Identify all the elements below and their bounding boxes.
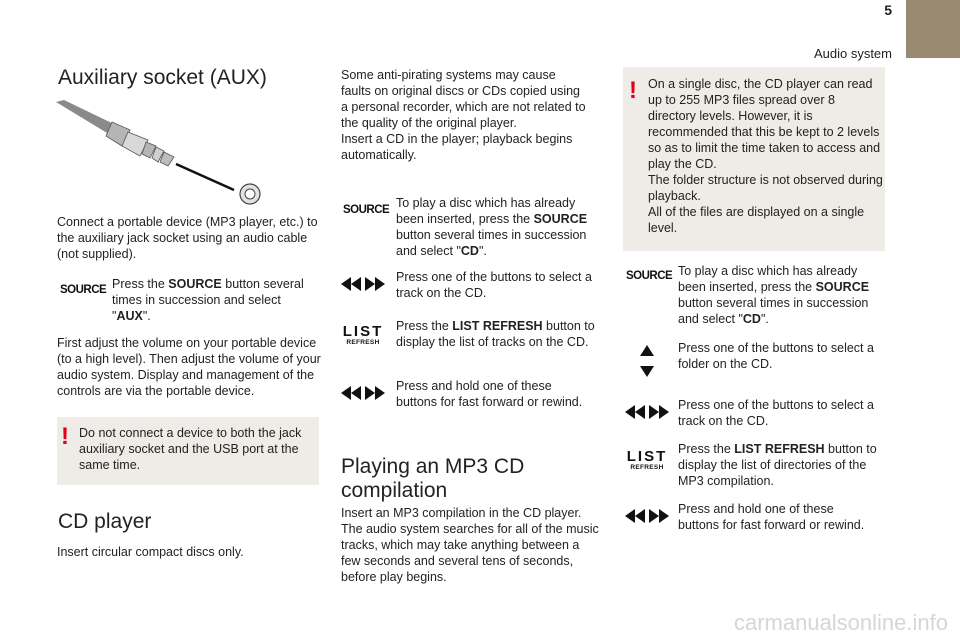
source-button-icon: SOURCE (60, 284, 107, 296)
warning-note-mp3 (623, 67, 885, 251)
warning-text-structure: The folder structure is not observed during playback. (648, 173, 883, 203)
warning-icon: ! (61, 423, 69, 450)
warning-text-aux: Do not connect a device to both the jack auxiliary socket and the USB port at the same time. (79, 426, 302, 472)
play-disc-text: To play a disc which has already been inserted, press the SOURCE button several times in succession and select "CD". (396, 196, 588, 258)
source-button-icon: SOURCE (626, 270, 673, 282)
fast-forward-rewind-icon (625, 509, 669, 523)
list-refresh-dirs-text: Press the LIST REFRESH button to display the list of directories of the MP3 compilation. (678, 442, 877, 488)
select-folder-text: Press one of the buttons to select a folder on the CD. (678, 341, 874, 371)
heading-aux: Auxiliary socket (AUX) (58, 66, 267, 89)
heading-cd: CD player (58, 510, 152, 533)
volume-text: First adjust the volume on your portable device (to a high level). Then adjust the volume of your audio system. Display and management of the controls are via the portable device. (57, 336, 321, 398)
play-disc-text: To play a disc which has already been inserted, press the SOURCE button several times in succession and select "CD". (678, 264, 870, 326)
page-tab (906, 0, 960, 58)
heading-mp3: Playing an MP3 CD compilation (341, 455, 525, 502)
source-button-icon: SOURCE (343, 204, 390, 216)
insert-cd-text: Insert a CD in the player; playback begins automatically. (341, 132, 573, 162)
press-source-aux-text: Press the SOURCE button several times in succession and select "AUX". (112, 277, 304, 323)
warning-text-mp3: On a single disc, the CD player can read up to 255 MP3 files spread over 8 directory levels. However, it is recommended that this be kept to 2 levels so as to limit the time taken to access and play the CD. (648, 77, 881, 171)
watermark: carmanualsonline.info (733, 610, 948, 635)
select-track-text: Press one of the buttons to select a track on the CD. (396, 270, 592, 300)
cd-text: Insert circular compact discs only. (57, 545, 244, 559)
list-refresh-button-icon: LIST REFRESH (626, 448, 668, 471)
warning-icon: ! (629, 77, 637, 104)
seek-buttons-icon (341, 277, 385, 291)
anti-pirating-text: Some anti-pirating systems may cause faults on original discs or CDs copied using a personal recorder, which are not related to the quality of the original player. (341, 68, 586, 130)
list-refresh-button-icon: LIST REFRESH (342, 323, 384, 346)
folder-up-down-icon (640, 345, 654, 377)
hold-buttons-text: Press and hold one of these buttons for fast forward or rewind. (396, 379, 583, 409)
list-refresh-text: Press the LIST REFRESH button to display the list of tracks on the CD. (396, 319, 595, 349)
select-track-text: Press one of the buttons to select a track on the CD. (678, 398, 874, 428)
warning-note-aux (57, 417, 319, 485)
jack-plug-icon (56, 100, 266, 205)
warning-text-level: All of the files are displayed on a single level. (648, 205, 865, 235)
fast-forward-rewind-icon (341, 386, 385, 400)
hold-buttons-text: Press and hold one of these buttons for fast forward or rewind. (678, 502, 865, 532)
section-title: Audio system (813, 46, 892, 61)
seek-buttons-icon (625, 405, 669, 419)
connect-text: Connect a portable device (MP3 player, etc.) to the auxiliary jack socket using an audio cable (not supplied). (57, 215, 318, 261)
page-number: 5 (884, 2, 892, 18)
mp3-text: Insert an MP3 compilation in the CD player. The audio system searches for all of the music tracks, which may take anything between a few seconds and several tens of seconds, before play begins. (341, 506, 599, 584)
